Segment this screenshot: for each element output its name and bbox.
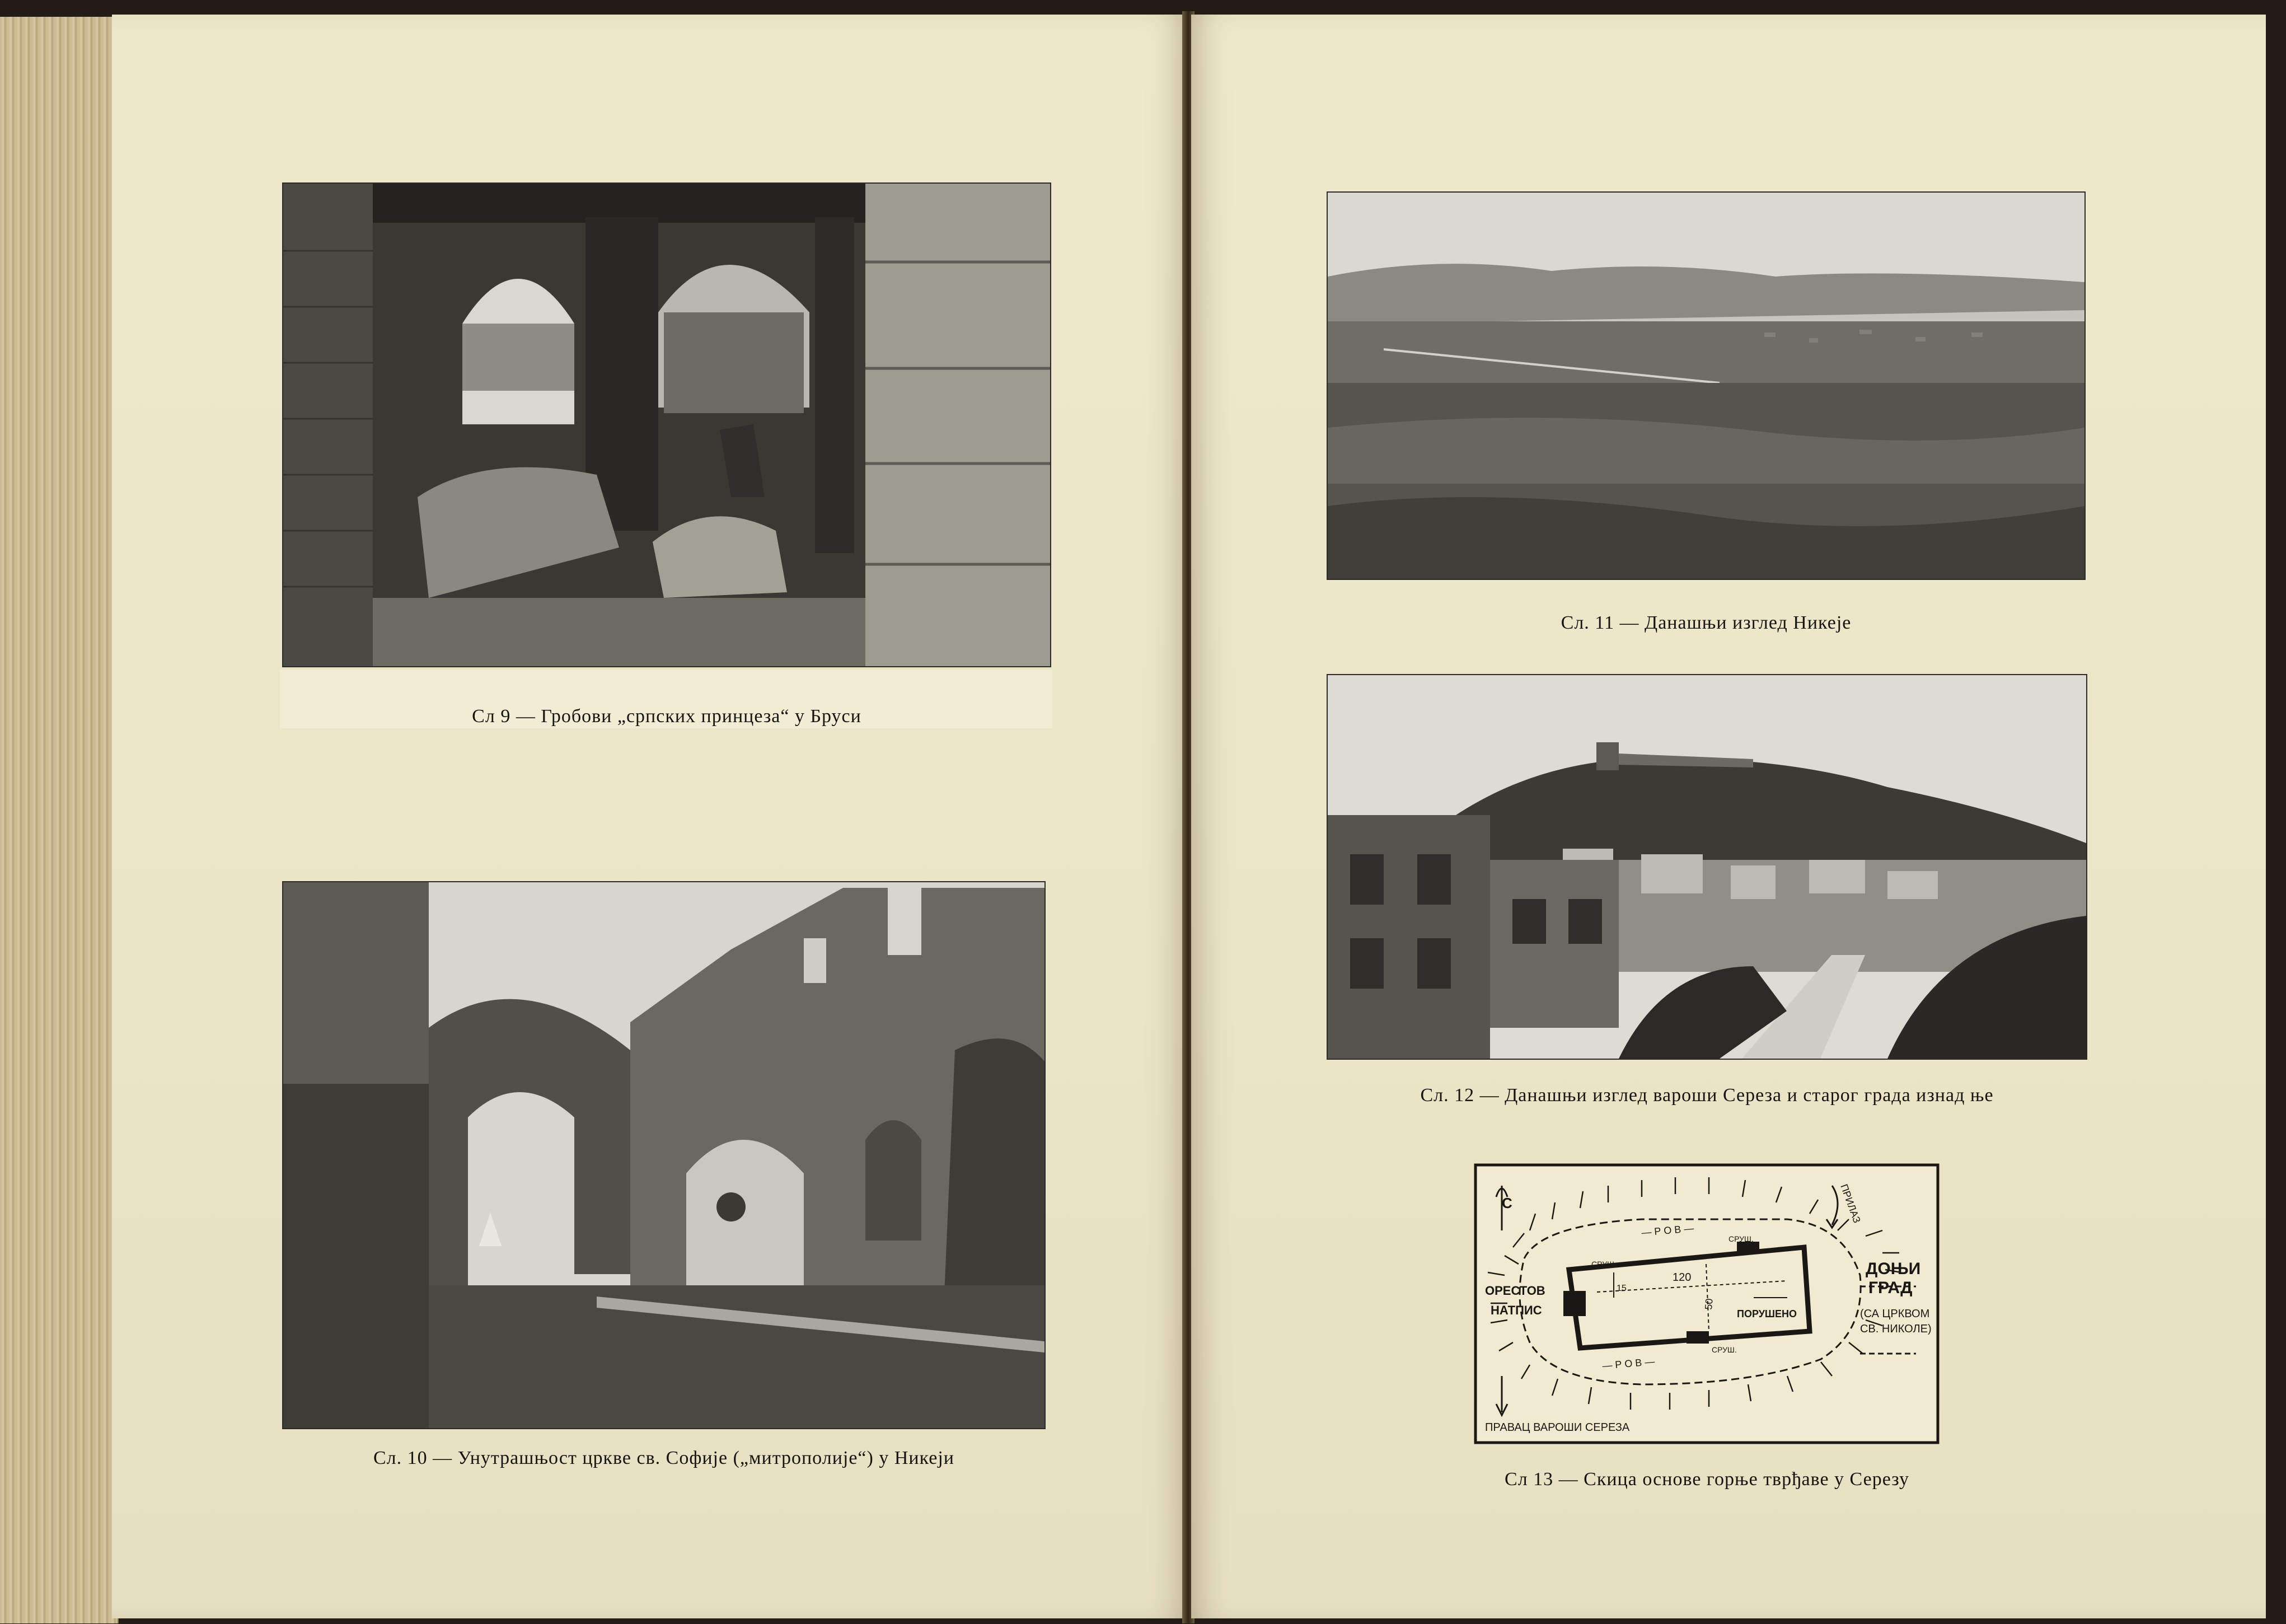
- page-edges: [0, 17, 119, 1623]
- town-serres-photo-icon: [1328, 675, 2086, 1059]
- figure-11-photo: [1328, 193, 2084, 579]
- fortress-plan-sketch-icon: [1474, 1163, 1940, 1444]
- sketch-collapsed-label-2: СРУШ.: [1728, 1234, 1754, 1243]
- figure-9-photo: [283, 184, 1050, 666]
- sketch-collapsed-label-3: СРУШ.: [1712, 1345, 1737, 1354]
- figure-12-caption: Сл. 12 — Данашњи изглед вароши Сереза и старог града изнад ње: [1420, 1085, 1994, 1106]
- sketch-destroyed-label: ПОРУШЕНО: [1737, 1308, 1797, 1319]
- church-ruins-photo-icon: [283, 882, 1044, 1428]
- right-page: [1191, 15, 2266, 1618]
- figure-10-photo: [283, 882, 1044, 1428]
- figure-12-photo: [1328, 675, 2086, 1059]
- sketch-ditch-bottom-label: — Р О В —: [1601, 1355, 1656, 1372]
- tombs-arches-photo-icon: [283, 184, 1050, 666]
- sketch-ditch-top-label: — Р О В —: [1641, 1222, 1695, 1238]
- sketch-dimension-120: 120: [1673, 1271, 1692, 1284]
- sketch-lower-town-label-1: ДОЊИ: [1866, 1260, 1921, 1278]
- sketch-collapsed-label-1: СРУШ.: [1591, 1260, 1617, 1269]
- figure-11-caption: Сл. 11 — Данашњи изглед Никеје: [1561, 612, 1852, 633]
- sketch-inscription-label: НАТПИС: [1491, 1303, 1542, 1317]
- sketch-lower-town-label-2: ГРАД: [1868, 1279, 1913, 1297]
- figure-10-caption: Сл. 10 — Унутрашњост цркве св. Софије („митрополије“) у Никеји: [373, 1448, 954, 1468]
- figure-13-caption: Сл 13 — Скица основе горње тврђаве у Серезу: [1505, 1469, 1909, 1490]
- figure-13-sketch: [1474, 1163, 1940, 1444]
- sketch-direction-label: ПРАВАЦ ВАРОШИ СЕРЕЗА: [1485, 1421, 1630, 1434]
- sketch-north-label: С: [1502, 1195, 1512, 1211]
- left-page: [112, 15, 1187, 1618]
- figure-9-caption: Сл 9 — Гробови „српских принцеза“ у Бруси: [472, 706, 861, 727]
- sketch-approach-label: ПРИЛАЗ: [1838, 1182, 1863, 1225]
- sketch-church-label-1: (СА ЦРКВОМ: [1860, 1308, 1930, 1320]
- sketch-orestes-label: ОРЕСТОВ: [1485, 1284, 1545, 1298]
- sketch-dimension-15: 15: [1617, 1284, 1627, 1293]
- landscape-nicaea-photo-icon: [1328, 193, 2084, 579]
- sketch-dimension-50: 50: [1703, 1298, 1715, 1311]
- sketch-church-label-2: СВ. НИКОЛЕ): [1860, 1323, 1932, 1335]
